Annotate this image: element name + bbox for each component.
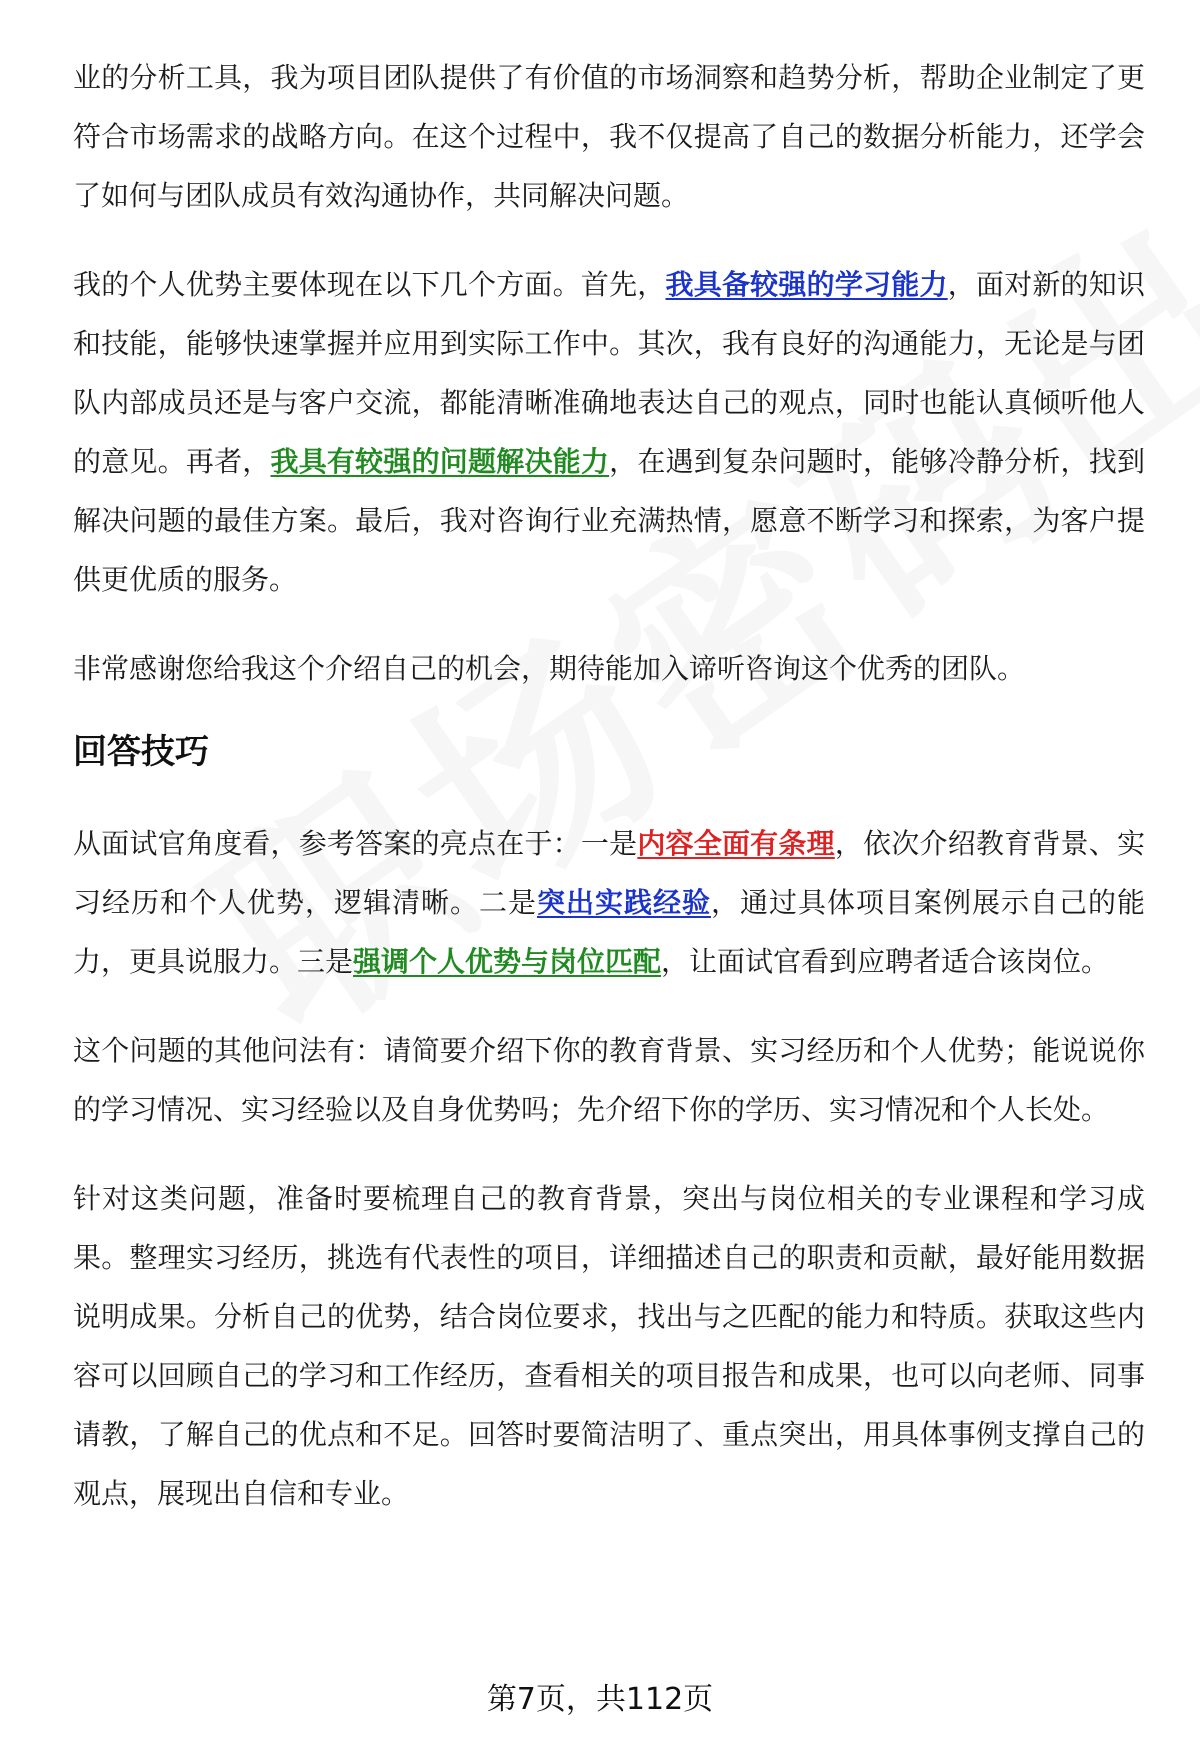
section-title-answer-tips: 回答技巧 [73, 732, 209, 772]
highlight-practical-experience: 突出实践经验 [536, 886, 711, 919]
text-segment: 从面试官角度看，参考答案的亮点在于：一是 [73, 827, 638, 860]
text-segment: ，面对新的知识和技能，能够快速掌握并应用到实际工作中。其次，我有良好的沟通能力，无论是与团队内部成员还是与客户交流，都能清晰准确地表达自己的观点，同时也能认真倾听他人的意见。再者， [73, 268, 1145, 478]
text-segment: ，通过具体项目案例展示自己的能力，更具说服力。三是 [73, 886, 1145, 978]
text-segment: ，在遇到复杂问题时，能够冷静分析，找到解决问题的最佳方案。最后，我对咨询行业充满热情，愿意不断学习和探索，为客户提供更优质的服务。 [73, 445, 1145, 596]
paragraph-analysis-experience: 业的分析工具，我为项目团队提供了有价值的市场洞察和趋势分析，帮助企业制定了更符合市场需求的战略方向。在这个过程中，我不仅提高了自己的数据分析能力，还学会了如何与团队成员有效沟通协作，共同解决问题。 [73, 61, 1145, 212]
page-number-footer: 第7页，共112页 [486, 1682, 714, 1717]
paragraph-preparation-advice: 针对这类问题，准备时要梳理自己的教育背景，突出与岗位相关的专业课程和学习成果。整理实习经历，挑选有代表性的项目，详细描述自己的职责和贡献，最好能用数据说明成果。分析自己的优势，结合岗位要求，找出与之匹配的能力和特质。获取这些内容可以回顾自己的学习和工作经历，查看相关的项目报告和成果，也可以向老师、同事请教，了解自己的优点和不足。回答时要简洁明了、重点突出，用具体事例支撑自己的观点，展现出自信和专业。 [73, 1182, 1145, 1510]
text-segment: 我的个人优势主要体现在以下几个方面。首先， [73, 268, 666, 301]
highlight-problem-solving: 我具有较强的问题解决能力 [270, 445, 610, 478]
paragraph-interviewer-view [73, 814, 1145, 991]
highlight-strength-job-match: 强调个人优势与岗位匹配 [353, 945, 662, 978]
paragraph-thanks: 非常感谢您给我这个介绍自己的机会，期待能加入谛听咨询这个优秀的团队。 [73, 652, 1026, 685]
highlight-learning-ability: 我具备较强的学习能力 [665, 268, 948, 301]
paragraph-alternative-questions: 这个问题的其他问法有：请简要介绍下你的教育背景、实习经历和个人优势；能说说你的学习情况、实习经验以及自身优势吗；先介绍下你的学历、实习情况和个人长处。 [73, 1034, 1145, 1126]
paragraph-personal-strengths [73, 255, 1145, 609]
document-body [73, 48, 1145, 1553]
text-segment: ，依次介绍教育背景、实习经历和个人优势，逻辑清晰。二是 [73, 827, 1145, 919]
highlight-comprehensive-content: 内容全面有条理 [637, 827, 835, 860]
text-segment: ，让面试官看到应聘者适合该岗位。 [661, 945, 1110, 978]
